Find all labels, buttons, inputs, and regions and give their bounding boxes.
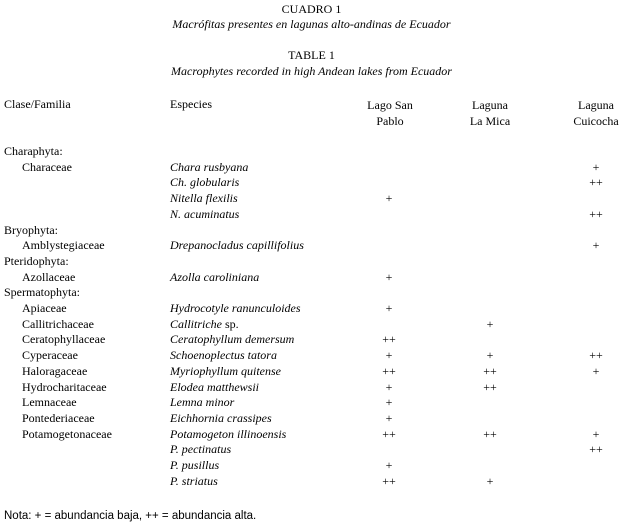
- class-name: Spermatophyta:: [4, 285, 80, 300]
- family-name: Haloragaceae: [22, 363, 88, 378]
- abundance-mark: ++: [483, 363, 497, 378]
- species-cell: [170, 191, 238, 206]
- abundance-mark: +: [592, 159, 600, 174]
- family-name: Ceratophyllaceae: [22, 332, 106, 347]
- species-cell: [170, 380, 259, 395]
- family-name: Characeae: [22, 159, 72, 174]
- species-name: Schoenoplectus tatora: [170, 348, 277, 363]
- species-cell: [170, 332, 294, 347]
- species-name: Lemna minor: [170, 395, 235, 410]
- species-name: Myriophyllum quitense: [170, 363, 281, 378]
- species-cell: [170, 458, 219, 473]
- species-suffix: sp.: [222, 316, 239, 331]
- table-title-es: CUADRO 1: [281, 2, 342, 16]
- family-name: Apiaceae: [22, 301, 67, 315]
- header-lake-line1: Laguna: [578, 98, 614, 112]
- species-name: Nitella flexilis: [170, 191, 238, 206]
- species-cell: [170, 238, 304, 253]
- family-name: Azollaceae: [22, 269, 76, 284]
- abundance-mark: +: [385, 458, 393, 472]
- species-cell: [170, 270, 259, 285]
- abundance-mark: ++: [382, 473, 396, 488]
- header-laguna-la-mica: [452, 97, 528, 129]
- species-cell: [170, 427, 286, 442]
- family-name: Pontederiaceae: [22, 410, 95, 425]
- header-lake-line1: Lago San: [367, 98, 413, 112]
- abundance-mark: +: [385, 269, 393, 284]
- table-note: Nota: + = abundancia baja, ++ = abundancia alta.: [4, 510, 257, 522]
- family-name: Potamogetonaceae: [22, 426, 112, 441]
- species-name: Eichhornia crassipes: [170, 410, 272, 425]
- abundance-mark: +: [486, 473, 494, 488]
- abundance-mark: ++: [382, 363, 396, 378]
- species-name: Potamogeton illinoensis: [170, 426, 287, 441]
- species-cell: [170, 348, 277, 363]
- species-name: N. acuminatus: [170, 206, 240, 221]
- abundance-mark: ++: [589, 206, 603, 221]
- species-cell: [170, 317, 239, 332]
- species-cell: [170, 301, 301, 316]
- abundance-mark: +: [385, 395, 393, 410]
- header-lake-line2: Cuicocha: [573, 114, 619, 128]
- species-name: Azolla caroliniana: [170, 269, 260, 284]
- header-lake-line2: Pablo: [376, 114, 404, 128]
- species-name: Ch. globularis: [170, 175, 240, 190]
- species-name: Drepanocladus capillifolius: [170, 238, 304, 253]
- header-lake-line2: La Mica: [469, 114, 511, 128]
- species-cell: [170, 442, 231, 457]
- class-name: Charaphyta:: [4, 144, 63, 158]
- species-cell: [170, 207, 239, 222]
- family-name: Amblystegiaceae: [22, 238, 105, 253]
- abundance-mark: +: [592, 426, 600, 441]
- species-cell: [170, 474, 218, 489]
- abundance-mark: +: [592, 363, 600, 378]
- species-name: P. pusillus: [170, 458, 220, 472]
- header-lago-san-pablo: [352, 97, 428, 129]
- abundance-mark: +: [592, 238, 600, 253]
- species-name: P. pectinatus: [170, 442, 232, 457]
- class-name: Pteridophyta:: [4, 253, 69, 268]
- species-name: P. striatus: [170, 473, 218, 488]
- table-subtitle-es: Macrófitas presentes en lagunas alto-andinas de Ecuador: [172, 17, 451, 31]
- abundance-mark: +: [385, 301, 393, 315]
- abundance-mark: +: [385, 191, 393, 206]
- abundance-mark: +: [385, 348, 393, 363]
- species-cell: [170, 395, 234, 410]
- abundance-mark: ++: [382, 332, 396, 347]
- species-cell: [170, 175, 239, 190]
- species-cell: [170, 364, 281, 379]
- family-name: Hydrocharitaceae: [22, 379, 107, 394]
- species-name: Ceratophyllum demersum: [170, 332, 295, 347]
- species-name: Callitriche: [170, 316, 222, 331]
- abundance-mark: +: [486, 316, 494, 331]
- abundance-mark: +: [486, 348, 494, 363]
- abundance-mark: ++: [589, 348, 603, 363]
- class-name: Bryophyta:: [4, 222, 58, 237]
- table-title-en: TABLE 1: [288, 48, 335, 62]
- species-name: Chara rusbyana: [170, 159, 249, 174]
- abundance-mark: ++: [589, 175, 603, 190]
- species-cell: [170, 411, 272, 426]
- family-name: Lemnaceae: [22, 395, 77, 410]
- species-name: Hydrocotyle ranunculoides: [170, 301, 301, 315]
- abundance-mark: ++: [382, 426, 396, 441]
- abundance-mark: +: [385, 410, 393, 425]
- abundance-mark: ++: [483, 379, 497, 394]
- species-name: Elodea matthewsii: [170, 379, 259, 394]
- header-lake-line1: Laguna: [472, 98, 508, 112]
- header-clase-familia: Clase/Familia: [4, 97, 71, 111]
- table-subtitle-en: Macrophytes recorded in high Andean lakes from Ecuador: [171, 64, 452, 78]
- family-name: Callitrichaceae: [22, 316, 94, 331]
- species-cell: [170, 160, 248, 175]
- abundance-mark: +: [385, 379, 393, 394]
- abundance-mark: ++: [589, 442, 603, 457]
- header-laguna-cuicocha: [558, 97, 623, 129]
- abundance-mark: ++: [483, 426, 497, 441]
- family-name: Cyperaceae: [22, 348, 78, 363]
- header-especies: Especies: [170, 97, 212, 111]
